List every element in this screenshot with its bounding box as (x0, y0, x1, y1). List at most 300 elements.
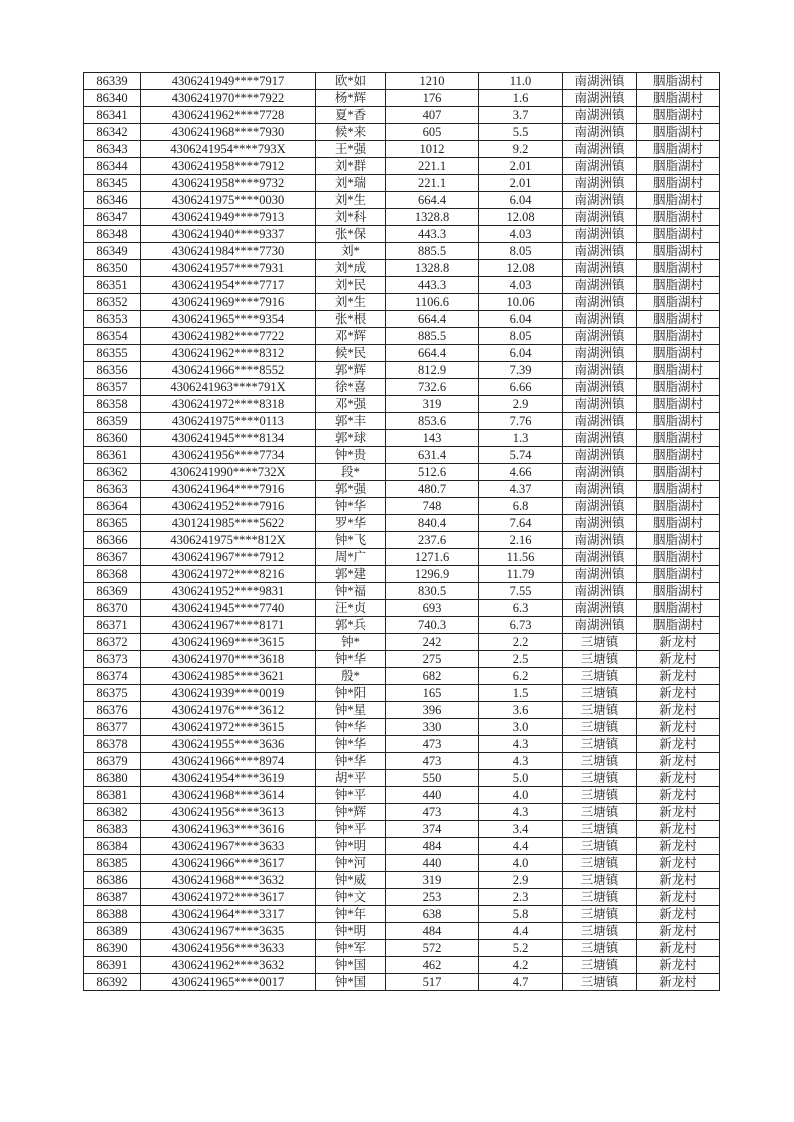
table-row (84, 243, 720, 260)
row-number-cell: 86353 (84, 311, 141, 328)
table-row (84, 583, 720, 600)
town-cell: 三塘镇 (563, 872, 637, 889)
id-number-cell: 4306241970****3618 (141, 651, 316, 668)
id-number-cell: 4306241952****9831 (141, 583, 316, 600)
quantity-cell: 2.16 (479, 532, 563, 549)
village-cell: 新龙村 (637, 804, 720, 821)
table-row (84, 73, 720, 90)
quantity-cell: 6.66 (479, 379, 563, 396)
town-cell: 南湖洲镇 (563, 73, 637, 90)
row-number-cell: 86384 (84, 838, 141, 855)
table-row (84, 141, 720, 158)
row-number-cell: 86380 (84, 770, 141, 787)
table-row (84, 260, 720, 277)
id-number-cell: 4306241967****7912 (141, 549, 316, 566)
town-cell: 南湖洲镇 (563, 566, 637, 583)
quantity-cell: 4.66 (479, 464, 563, 481)
amount-cell: 840.4 (386, 515, 479, 532)
id-number-cell: 4306241984****7730 (141, 243, 316, 260)
quantity-cell: 6.04 (479, 311, 563, 328)
id-number-cell: 4306241958****7912 (141, 158, 316, 175)
town-cell: 三塘镇 (563, 957, 637, 974)
row-number-cell: 86345 (84, 175, 141, 192)
town-cell: 南湖洲镇 (563, 549, 637, 566)
village-cell: 新龙村 (637, 957, 720, 974)
person-name-cell: 段* (316, 464, 386, 481)
data-table (83, 72, 720, 991)
quantity-cell: 4.7 (479, 974, 563, 991)
village-cell: 新龙村 (637, 719, 720, 736)
person-name-cell: 钟*飞 (316, 532, 386, 549)
amount-cell: 682 (386, 668, 479, 685)
id-number-cell: 4306241972****8216 (141, 566, 316, 583)
town-cell: 南湖洲镇 (563, 141, 637, 158)
row-number-cell: 86354 (84, 328, 141, 345)
id-number-cell: 4301241985****5622 (141, 515, 316, 532)
town-cell: 南湖洲镇 (563, 379, 637, 396)
quantity-cell: 4.2 (479, 957, 563, 974)
table-row (84, 617, 720, 634)
row-number-cell: 86381 (84, 787, 141, 804)
table-row (84, 702, 720, 719)
row-number-cell: 86372 (84, 634, 141, 651)
town-cell: 南湖洲镇 (563, 430, 637, 447)
village-cell: 胭脂湖村 (637, 532, 720, 549)
id-number-cell: 4306241972****8318 (141, 396, 316, 413)
town-cell: 三塘镇 (563, 821, 637, 838)
row-number-cell: 86368 (84, 566, 141, 583)
row-number-cell: 86339 (84, 73, 141, 90)
quantity-cell: 2.5 (479, 651, 563, 668)
village-cell: 新龙村 (637, 685, 720, 702)
amount-cell: 440 (386, 787, 479, 804)
town-cell: 南湖洲镇 (563, 277, 637, 294)
row-number-cell: 86367 (84, 549, 141, 566)
amount-cell: 631.4 (386, 447, 479, 464)
row-number-cell: 86388 (84, 906, 141, 923)
row-number-cell: 86358 (84, 396, 141, 413)
table-body (84, 73, 720, 991)
village-cell: 胭脂湖村 (637, 549, 720, 566)
amount-cell: 440 (386, 855, 479, 872)
table-row (84, 175, 720, 192)
person-name-cell: 刘*成 (316, 260, 386, 277)
village-cell: 新龙村 (637, 974, 720, 991)
quantity-cell: 2.3 (479, 889, 563, 906)
person-name-cell: 钟*贵 (316, 447, 386, 464)
table-row (84, 668, 720, 685)
row-number-cell: 86371 (84, 617, 141, 634)
id-number-cell: 4306241990****732X (141, 464, 316, 481)
row-number-cell: 86357 (84, 379, 141, 396)
row-number-cell: 86356 (84, 362, 141, 379)
town-cell: 南湖洲镇 (563, 243, 637, 260)
person-name-cell: 钟*辉 (316, 804, 386, 821)
person-name-cell: 刘*民 (316, 277, 386, 294)
person-name-cell: 汪*贞 (316, 600, 386, 617)
amount-cell: 1296.9 (386, 566, 479, 583)
amount-cell: 443.3 (386, 277, 479, 294)
person-name-cell: 钟*华 (316, 736, 386, 753)
town-cell: 三塘镇 (563, 685, 637, 702)
quantity-cell: 3.0 (479, 719, 563, 736)
id-number-cell: 4306241968****7930 (141, 124, 316, 141)
quantity-cell: 4.4 (479, 838, 563, 855)
id-number-cell: 4306241985****3621 (141, 668, 316, 685)
id-number-cell: 4306241975****0030 (141, 192, 316, 209)
row-number-cell: 86346 (84, 192, 141, 209)
person-name-cell: 刘*瑞 (316, 175, 386, 192)
id-number-cell: 4306241962****8312 (141, 345, 316, 362)
row-number-cell: 86362 (84, 464, 141, 481)
id-number-cell: 4306241958****9732 (141, 175, 316, 192)
person-name-cell: 钟*明 (316, 838, 386, 855)
town-cell: 三塘镇 (563, 940, 637, 957)
town-cell: 南湖洲镇 (563, 498, 637, 515)
row-number-cell: 86366 (84, 532, 141, 549)
person-name-cell: 钟*星 (316, 702, 386, 719)
table-row (84, 209, 720, 226)
amount-cell: 396 (386, 702, 479, 719)
row-number-cell: 86376 (84, 702, 141, 719)
amount-cell: 517 (386, 974, 479, 991)
id-number-cell: 4306241966****3617 (141, 855, 316, 872)
amount-cell: 1210 (386, 73, 479, 90)
table-row (84, 855, 720, 872)
amount-cell: 473 (386, 736, 479, 753)
table-row (84, 838, 720, 855)
amount-cell: 740.3 (386, 617, 479, 634)
row-number-cell: 86350 (84, 260, 141, 277)
village-cell: 胭脂湖村 (637, 498, 720, 515)
town-cell: 南湖洲镇 (563, 413, 637, 430)
table-row (84, 192, 720, 209)
amount-cell: 693 (386, 600, 479, 617)
village-cell: 新龙村 (637, 753, 720, 770)
quantity-cell: 1.3 (479, 430, 563, 447)
amount-cell: 319 (386, 872, 479, 889)
row-number-cell: 86347 (84, 209, 141, 226)
id-number-cell: 4306241963****3616 (141, 821, 316, 838)
person-name-cell: 欧*如 (316, 73, 386, 90)
quantity-cell: 12.08 (479, 260, 563, 277)
person-name-cell: 王*强 (316, 141, 386, 158)
village-cell: 胭脂湖村 (637, 311, 720, 328)
row-number-cell: 86365 (84, 515, 141, 532)
table-row (84, 651, 720, 668)
town-cell: 南湖洲镇 (563, 124, 637, 141)
person-name-cell: 张*根 (316, 311, 386, 328)
town-cell: 三塘镇 (563, 974, 637, 991)
village-cell: 胭脂湖村 (637, 379, 720, 396)
table-row (84, 90, 720, 107)
person-name-cell: 钟*河 (316, 855, 386, 872)
row-number-cell: 86392 (84, 974, 141, 991)
village-cell: 新龙村 (637, 736, 720, 753)
table-row (84, 294, 720, 311)
village-cell: 胭脂湖村 (637, 158, 720, 175)
row-number-cell: 86361 (84, 447, 141, 464)
table-row (84, 158, 720, 175)
town-cell: 南湖洲镇 (563, 481, 637, 498)
row-number-cell: 86355 (84, 345, 141, 362)
town-cell: 三塘镇 (563, 668, 637, 685)
row-number-cell: 86348 (84, 226, 141, 243)
quantity-cell: 7.55 (479, 583, 563, 600)
row-number-cell: 86375 (84, 685, 141, 702)
village-cell: 胭脂湖村 (637, 90, 720, 107)
table-row (84, 498, 720, 515)
id-number-cell: 4306241966****8552 (141, 362, 316, 379)
amount-cell: 473 (386, 753, 479, 770)
quantity-cell: 2.01 (479, 175, 563, 192)
row-number-cell: 86377 (84, 719, 141, 736)
row-number-cell: 86364 (84, 498, 141, 515)
person-name-cell: 候*民 (316, 345, 386, 362)
village-cell: 新龙村 (637, 940, 720, 957)
quantity-cell: 2.9 (479, 872, 563, 889)
amount-cell: 748 (386, 498, 479, 515)
amount-cell: 1328.8 (386, 209, 479, 226)
village-cell: 胭脂湖村 (637, 175, 720, 192)
id-number-cell: 4306241982****7722 (141, 328, 316, 345)
table-row (84, 379, 720, 396)
id-number-cell: 4306241964****7916 (141, 481, 316, 498)
amount-cell: 830.5 (386, 583, 479, 600)
person-name-cell: 钟*阳 (316, 685, 386, 702)
quantity-cell: 7.76 (479, 413, 563, 430)
amount-cell: 473 (386, 804, 479, 821)
quantity-cell: 8.05 (479, 328, 563, 345)
person-name-cell: 郭*辉 (316, 362, 386, 379)
amount-cell: 237.6 (386, 532, 479, 549)
id-number-cell: 4306241969****3615 (141, 634, 316, 651)
id-number-cell: 4306241966****8974 (141, 753, 316, 770)
village-cell: 新龙村 (637, 923, 720, 940)
person-name-cell: 钟* (316, 634, 386, 651)
person-name-cell: 郭*建 (316, 566, 386, 583)
id-number-cell: 4306241954****7717 (141, 277, 316, 294)
town-cell: 三塘镇 (563, 634, 637, 651)
town-cell: 南湖洲镇 (563, 617, 637, 634)
table-row (84, 753, 720, 770)
id-number-cell: 4306241967****3635 (141, 923, 316, 940)
person-name-cell: 邓*辉 (316, 328, 386, 345)
id-number-cell: 4306241957****7931 (141, 260, 316, 277)
quantity-cell: 5.74 (479, 447, 563, 464)
table-row (84, 396, 720, 413)
row-number-cell: 86342 (84, 124, 141, 141)
amount-cell: 1012 (386, 141, 479, 158)
town-cell: 南湖洲镇 (563, 600, 637, 617)
table-row (84, 107, 720, 124)
village-cell: 胭脂湖村 (637, 430, 720, 447)
id-number-cell: 4306241972****3617 (141, 889, 316, 906)
id-number-cell: 4306241975****812X (141, 532, 316, 549)
person-name-cell: 钟*国 (316, 957, 386, 974)
person-name-cell: 钟*华 (316, 753, 386, 770)
table-row (84, 566, 720, 583)
person-name-cell: 刘*群 (316, 158, 386, 175)
table-row (84, 719, 720, 736)
amount-cell: 1106.6 (386, 294, 479, 311)
town-cell: 南湖洲镇 (563, 396, 637, 413)
amount-cell: 242 (386, 634, 479, 651)
town-cell: 南湖洲镇 (563, 328, 637, 345)
town-cell: 三塘镇 (563, 770, 637, 787)
table-row (84, 430, 720, 447)
person-name-cell: 钟*军 (316, 940, 386, 957)
quantity-cell: 3.6 (479, 702, 563, 719)
quantity-cell: 8.05 (479, 243, 563, 260)
table-row (84, 974, 720, 991)
person-name-cell: 钟*平 (316, 821, 386, 838)
town-cell: 三塘镇 (563, 787, 637, 804)
town-cell: 南湖洲镇 (563, 583, 637, 600)
table-row (84, 787, 720, 804)
person-name-cell: 刘*生 (316, 294, 386, 311)
table-row (84, 736, 720, 753)
row-number-cell: 86343 (84, 141, 141, 158)
id-number-cell: 4306241976****3612 (141, 702, 316, 719)
amount-cell: 462 (386, 957, 479, 974)
id-number-cell: 4306241954****793X (141, 141, 316, 158)
row-number-cell: 86351 (84, 277, 141, 294)
table-row (84, 872, 720, 889)
row-number-cell: 86369 (84, 583, 141, 600)
row-number-cell: 86383 (84, 821, 141, 838)
person-name-cell: 刘*生 (316, 192, 386, 209)
table-row (84, 413, 720, 430)
village-cell: 胭脂湖村 (637, 328, 720, 345)
id-number-cell: 4306241962****3632 (141, 957, 316, 974)
town-cell: 三塘镇 (563, 906, 637, 923)
row-number-cell: 86385 (84, 855, 141, 872)
village-cell: 新龙村 (637, 889, 720, 906)
row-number-cell: 86363 (84, 481, 141, 498)
quantity-cell: 6.2 (479, 668, 563, 685)
id-number-cell: 4306241963****791X (141, 379, 316, 396)
person-name-cell: 郭*丰 (316, 413, 386, 430)
town-cell: 三塘镇 (563, 753, 637, 770)
table-row (84, 770, 720, 787)
amount-cell: 550 (386, 770, 479, 787)
town-cell: 三塘镇 (563, 855, 637, 872)
quantity-cell: 5.5 (479, 124, 563, 141)
table-row (84, 345, 720, 362)
id-number-cell: 4306241955****3636 (141, 736, 316, 753)
town-cell: 三塘镇 (563, 889, 637, 906)
quantity-cell: 4.03 (479, 277, 563, 294)
town-cell: 南湖洲镇 (563, 175, 637, 192)
row-number-cell: 86387 (84, 889, 141, 906)
person-name-cell: 刘* (316, 243, 386, 260)
row-number-cell: 86391 (84, 957, 141, 974)
village-cell: 胭脂湖村 (637, 345, 720, 362)
row-number-cell: 86341 (84, 107, 141, 124)
table-row (84, 549, 720, 566)
town-cell: 三塘镇 (563, 719, 637, 736)
amount-cell: 319 (386, 396, 479, 413)
town-cell: 南湖洲镇 (563, 107, 637, 124)
amount-cell: 221.1 (386, 175, 479, 192)
town-cell: 三塘镇 (563, 923, 637, 940)
row-number-cell: 86386 (84, 872, 141, 889)
amount-cell: 664.4 (386, 345, 479, 362)
row-number-cell: 86382 (84, 804, 141, 821)
town-cell: 南湖洲镇 (563, 362, 637, 379)
town-cell: 三塘镇 (563, 736, 637, 753)
id-number-cell: 4306241970****7922 (141, 90, 316, 107)
id-number-cell: 4306241945****8134 (141, 430, 316, 447)
amount-cell: 812.9 (386, 362, 479, 379)
town-cell: 三塘镇 (563, 838, 637, 855)
quantity-cell: 5.2 (479, 940, 563, 957)
id-number-cell: 4306241972****3615 (141, 719, 316, 736)
table-row (84, 821, 720, 838)
id-number-cell: 4306241975****0113 (141, 413, 316, 430)
row-number-cell: 86373 (84, 651, 141, 668)
person-name-cell: 郭*球 (316, 430, 386, 447)
quantity-cell: 4.3 (479, 753, 563, 770)
person-name-cell: 殷* (316, 668, 386, 685)
person-name-cell: 钟*文 (316, 889, 386, 906)
row-number-cell: 86378 (84, 736, 141, 753)
town-cell: 三塘镇 (563, 804, 637, 821)
person-name-cell: 邓*强 (316, 396, 386, 413)
village-cell: 新龙村 (637, 668, 720, 685)
table-row (84, 311, 720, 328)
amount-cell: 374 (386, 821, 479, 838)
quantity-cell: 2.01 (479, 158, 563, 175)
amount-cell: 176 (386, 90, 479, 107)
row-number-cell: 86374 (84, 668, 141, 685)
amount-cell: 512.6 (386, 464, 479, 481)
table-row (84, 957, 720, 974)
row-number-cell: 86349 (84, 243, 141, 260)
amount-cell: 407 (386, 107, 479, 124)
id-number-cell: 4306241954****3619 (141, 770, 316, 787)
person-name-cell: 钟*华 (316, 498, 386, 515)
amount-cell: 885.5 (386, 243, 479, 260)
quantity-cell: 4.37 (479, 481, 563, 498)
quantity-cell: 4.0 (479, 855, 563, 872)
town-cell: 南湖洲镇 (563, 90, 637, 107)
quantity-cell: 4.3 (479, 736, 563, 753)
amount-cell: 664.4 (386, 192, 479, 209)
village-cell: 胭脂湖村 (637, 413, 720, 430)
village-cell: 新龙村 (637, 838, 720, 855)
village-cell: 胭脂湖村 (637, 362, 720, 379)
table-row (84, 923, 720, 940)
quantity-cell: 4.03 (479, 226, 563, 243)
town-cell: 南湖洲镇 (563, 294, 637, 311)
village-cell: 胭脂湖村 (637, 600, 720, 617)
village-cell: 新龙村 (637, 651, 720, 668)
person-name-cell: 周*广 (316, 549, 386, 566)
row-number-cell: 86360 (84, 430, 141, 447)
amount-cell: 275 (386, 651, 479, 668)
id-number-cell: 4306241939****0019 (141, 685, 316, 702)
id-number-cell: 4306241945****7740 (141, 600, 316, 617)
table-row (84, 328, 720, 345)
quantity-cell: 6.04 (479, 192, 563, 209)
table-row (84, 447, 720, 464)
village-cell: 胭脂湖村 (637, 73, 720, 90)
amount-cell: 165 (386, 685, 479, 702)
table-row (84, 532, 720, 549)
town-cell: 南湖洲镇 (563, 209, 637, 226)
